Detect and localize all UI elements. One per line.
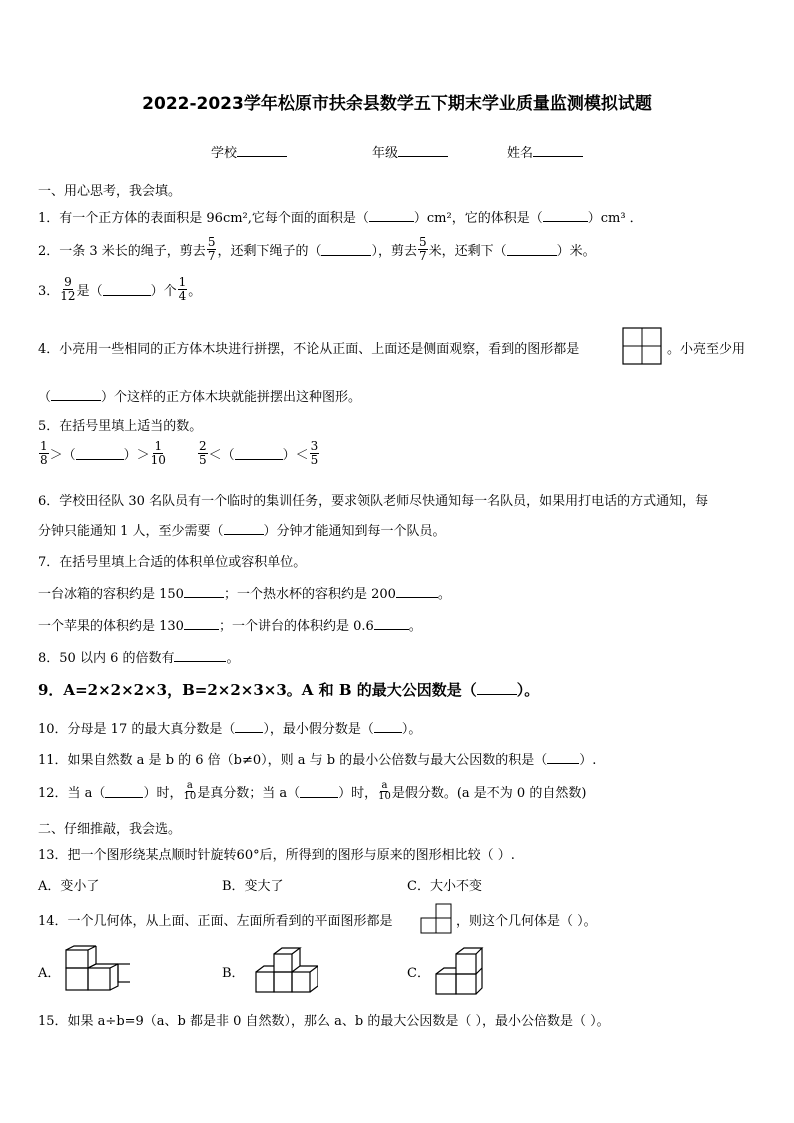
q5-lt-2: ）＜ — [282, 448, 309, 463]
grade-label: 年级 — [372, 146, 399, 161]
q4-text-d: ）个这样的正方体木块就能拼摆出这种图形。 — [101, 390, 362, 405]
q14-option-c-cubes-icon[interactable] — [434, 944, 484, 998]
q2-fraction-1 — [207, 236, 217, 263]
question-6-cont — [38, 520, 446, 539]
question-14: 14．一个几何体，从上面、正面、左面所看到的平面图形都是 — [38, 914, 393, 929]
q7-text-d: 。 — [437, 587, 451, 602]
school-field — [211, 142, 287, 161]
q6-text-c: ）分钟才能通知到每一个队员。 — [263, 524, 446, 539]
q8-blank[interactable] — [174, 649, 226, 662]
q13-option-a[interactable]: A．变小了 — [38, 879, 100, 894]
q7-line-2 — [38, 615, 422, 634]
q5-lt-1: ＜（ — [208, 448, 235, 463]
q5-fraction-3 — [198, 440, 208, 467]
q2-fraction-2 — [418, 236, 428, 263]
q12-blank-1[interactable] — [105, 785, 143, 798]
l-shape-view-icon — [420, 903, 454, 935]
q5-f2-den: 10 — [150, 453, 166, 467]
q14-option-b-cubes-icon[interactable] — [252, 944, 318, 996]
q12-fraction-1 — [183, 781, 196, 802]
q4-text-b: 。小亮至少用 — [667, 342, 746, 357]
q8-text-a: 8．50 以内 6 的倍数有 — [38, 651, 175, 666]
q3-fraction-1 — [60, 276, 75, 303]
q10-blank-1[interactable] — [235, 720, 263, 733]
question-7: 7．在括号里填上合适的体积单位或容积单位。 — [38, 555, 307, 570]
q1-blank-2[interactable] — [543, 209, 588, 222]
q8-text-b: 。 — [226, 651, 240, 666]
question-4-cont — [38, 386, 361, 405]
q14-option-c-label[interactable]: C． — [407, 966, 430, 981]
q2-frac1-num: 5 — [207, 235, 216, 249]
q14-text-b: ，则这个几何体是（ ）。 — [456, 914, 597, 929]
q3-text-c: ）个 — [150, 284, 177, 299]
q1-text-c: ）cm³ ． — [587, 211, 643, 226]
school-label: 学校 — [211, 146, 238, 161]
q5-gt-2: ）＞ — [123, 448, 150, 463]
q5-fraction-1 — [39, 440, 49, 467]
q2-text-f: ）米。 — [556, 244, 596, 259]
q12-text-c: 是真分数；当 a（ — [197, 786, 301, 801]
q2-text-a: 2．一条 3 米长的绳子，剪去 — [38, 244, 206, 259]
q3-frac2-num: 1 — [178, 275, 187, 289]
q7-blank-3[interactable] — [184, 617, 219, 630]
q5-f2-num: 1 — [154, 439, 163, 453]
q14-option-b-label[interactable]: B． — [222, 966, 245, 981]
q10-text-b: ），最小假分数是（ — [263, 722, 374, 737]
q3-frac2-den: 4 — [178, 289, 187, 303]
q3-frac1-den: 12 — [60, 289, 76, 303]
q5-fraction-2 — [151, 440, 166, 467]
q5-fraction-4 — [310, 440, 320, 467]
q9-text-a: 9．A=2×2×2×3，B=2×2×3×3。A 和 B 的最大公因数是（ — [38, 681, 477, 699]
q12-blank-2[interactable] — [300, 785, 338, 798]
q1-blank-1[interactable] — [369, 209, 414, 222]
q9-text-b: ）。 — [516, 681, 540, 699]
q4-blank[interactable] — [51, 388, 101, 401]
name-label: 姓名 — [507, 146, 534, 161]
grade-blank[interactable] — [398, 144, 448, 157]
q12-f1-num: a — [186, 780, 193, 791]
q12-fraction-2 — [378, 781, 391, 802]
section-2-heading: 二、仔细推敲，我会选。 — [38, 822, 182, 837]
q5-f1-num: 1 — [40, 439, 48, 453]
q7-blank-1[interactable] — [184, 585, 224, 598]
q5-f3-num: 2 — [198, 439, 207, 453]
question-15: 15．如果 a÷b=9（a、b 都是非 0 自然数），那么 a、b 的最大公因数是（ ），最小公倍数是（ ）。 — [38, 1014, 610, 1029]
q2-text-c: ），剪去 — [371, 244, 417, 259]
q9-blank[interactable] — [477, 680, 517, 695]
q2-blank-2[interactable] — [507, 243, 557, 256]
question-13: 13．把一个图形绕某点顺时针旋转60°后，所得到的图形与原来的图形相比较（ ）. — [38, 848, 515, 863]
school-blank[interactable] — [237, 144, 287, 157]
q2-text-b: ，还剩下绳子的（ — [217, 244, 322, 259]
question-12 — [38, 781, 586, 802]
q5-f1-den: 8 — [40, 453, 48, 467]
q3-text-b: 是（ — [76, 284, 103, 299]
q5-f4-den: 5 — [310, 453, 319, 467]
q12-text-e: 是假分数。(a 是不为 0 的自然数) — [391, 786, 587, 801]
section-1-heading: 一、用心思考，我会填。 — [38, 184, 182, 199]
name-blank[interactable] — [533, 144, 583, 157]
q2-frac1-den: 7 — [207, 249, 216, 263]
q5-blank-2[interactable] — [235, 447, 283, 460]
q3-text-e: 。 — [188, 284, 202, 299]
q7-text-b: 一台冰箱的容积约是 150 — [38, 587, 184, 602]
q3-blank[interactable] — [103, 283, 151, 296]
q7-text-g: 。 — [408, 619, 422, 634]
q12-text-a: 12．当 a（ — [38, 786, 106, 801]
q10-blank-2[interactable] — [374, 720, 402, 733]
question-3 — [38, 276, 201, 303]
q2-frac2-num: 5 — [418, 235, 427, 249]
q6-text-b: 分钟只能通知 1 人，至少需要（ — [38, 524, 224, 539]
q12-f2-num: a — [381, 780, 388, 791]
q6-blank[interactable] — [224, 522, 264, 535]
q13-option-b[interactable]: B．变大了 — [222, 879, 284, 894]
q3-frac1-num: 9 — [64, 275, 72, 289]
q5-f4-num: 3 — [310, 439, 319, 453]
q4-text-c: （ — [38, 390, 52, 405]
q3-text-a: 3． — [38, 284, 60, 299]
question-11 — [38, 749, 596, 768]
name-field — [507, 142, 583, 161]
q2-text-e: 米，还剩下（ — [428, 244, 507, 259]
q12-text-d: ）时， — [338, 786, 378, 801]
q5-gt-1: ＞（ — [49, 448, 76, 463]
grade-field — [372, 142, 448, 161]
q7-blank-4[interactable] — [374, 617, 409, 630]
q7-text-e: 一个苹果的体积约是 130 — [38, 619, 184, 634]
q3-fraction-2 — [178, 276, 188, 303]
q1-text-a: 1．有一个正方体的表面积是 96cm²,它每个面的面积是（ — [38, 211, 369, 226]
q12-text-b: ）时， — [143, 786, 183, 801]
q14-option-a-cubes-icon[interactable] — [64, 944, 130, 996]
q12-f1-den: 10 — [183, 791, 197, 802]
question-5: 5．在括号里填上适当的数。 — [38, 419, 203, 434]
q11-text-a: 11．如果自然数 a 是 b 的 6 倍（b≠0），则 a 与 b 的最小公倍数与最大公因数的积是（ — [38, 753, 548, 768]
question-8 — [38, 647, 240, 666]
q14-option-a-label[interactable]: A． — [38, 966, 61, 981]
q2-blank-1[interactable] — [321, 243, 371, 256]
q7-blank-2[interactable] — [396, 585, 438, 598]
question-1 — [38, 207, 643, 226]
question-6: 6．学校田径队 30 名队员有一个临时的集训任务，要求领队老师尽快通知每一名队员，如果用打电话的方式通知，每 — [38, 494, 709, 509]
question-4 — [38, 338, 579, 357]
q10-text-c: ）。 — [401, 722, 422, 737]
q10-text-a: 10．分母是 17 的最大真分数是（ — [38, 722, 236, 737]
question-9 — [38, 679, 539, 700]
q11-blank[interactable] — [547, 751, 579, 764]
q7-line-1 — [38, 583, 451, 602]
q2-frac2-den: 7 — [418, 249, 427, 263]
question-2 — [38, 236, 596, 263]
q7-text-c: ；一个热水杯的容积约是 200 — [223, 587, 396, 602]
q13-option-c[interactable]: C．大小不变 — [407, 879, 482, 894]
question-10 — [38, 718, 421, 737]
q5-f3-den: 5 — [198, 453, 207, 467]
q12-f2-den: 10 — [378, 791, 391, 802]
q5-blank-1[interactable] — [76, 447, 124, 460]
q5-inequalities — [38, 440, 320, 467]
page-title: 2022-2023学年松原市扶余县数学五下期末学业质量监测模拟试题 — [142, 94, 652, 114]
q11-text-b: ）. — [579, 753, 597, 768]
q4-text-a: 4．小亮用一些相同的正方体木块进行拼摆，不论从正面、上面还是侧面观察，看到的图形都是 — [38, 342, 580, 357]
q7-text-f: ；一个讲台的体积约是 0.6 — [218, 619, 374, 634]
q1-text-b: ）cm²，它的体积是（ — [413, 211, 543, 226]
grid-square-icon — [622, 327, 662, 365]
